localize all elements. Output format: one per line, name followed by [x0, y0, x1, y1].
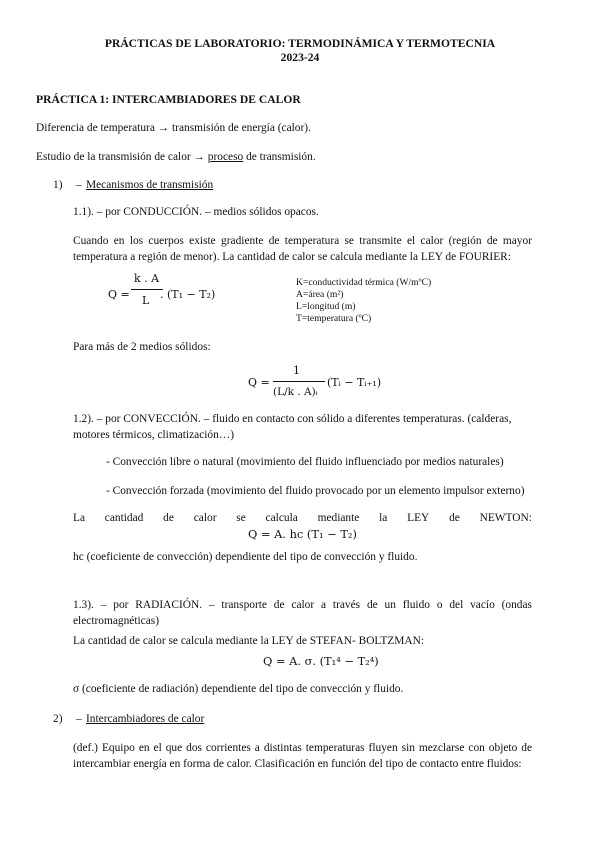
multi-denominator: (L/k . A)ᵢ [273, 386, 318, 398]
intro-line-2 [36, 151, 316, 163]
document-title: PRÁCTICAS DE LABORATORIO: TERMODINÁMICA Y TERMOTECNIA [104, 37, 496, 50]
intro-line-1: Diferencia de temperatura → transmisión de energía (calor). [36, 122, 311, 134]
item-1-number: 1) [53, 179, 63, 191]
legend-t: T=temperatura (ºC) [296, 313, 372, 324]
convection-heading: 1.2). – por CONVECCIÓN. – fluido en contacto con sólido a diferentes temperaturas. (calderas, [73, 413, 512, 425]
intro-line-2-pre: Estudio de la transmisión de calor → [36, 151, 208, 163]
document-year: 2023-24 [280, 51, 320, 64]
multi-lhs: Q = [248, 376, 270, 389]
newton-law-line [73, 512, 532, 524]
fourier-denominator: L [142, 294, 150, 307]
convection-free: - Convección libre o natural (movimiento del fluido influenciado por medios naturales) [106, 456, 504, 468]
radiation-heading: 1.3). – por RADIACIÓN. – transporte de calor a través de un fluido o del vacío (ondas electromagnéticas) [73, 599, 532, 627]
convection-heading-2: motores térmicos, climatización…) [73, 429, 234, 441]
hc-note: hc (coeficiente de convección) dependiente del tipo de convección y fluido. [73, 551, 418, 563]
multi-media-label: Para más de 2 medios sólidos: [73, 341, 211, 353]
stefan-law: La cantidad de calor se calcula mediante la LEY de STEFAN- BOLTZMAN: [73, 635, 424, 647]
section-title: PRÁCTICA 1: INTERCAMBIADORES DE CALOR [36, 93, 301, 106]
stefan-formula: Q = A. σ. (T₁⁴ − T₂⁴) [263, 654, 379, 668]
newton-word: la [379, 512, 388, 524]
newton-word: LEY [407, 512, 430, 524]
convection-forced: - Convección forzada (movimiento del fluido provocado por un elemento impulsor externo) [106, 485, 525, 497]
multi-fraction-bar [273, 381, 325, 382]
legend-a: A=área (m²) [296, 289, 344, 300]
newton-word: de [163, 512, 174, 524]
newton-word: calor [193, 512, 217, 524]
sigma-note: σ (coeficiente de radiación) dependiente del tipo de convección y fluido. [73, 683, 404, 695]
fourier-lhs: Q = [108, 288, 130, 301]
legend-l: L=longitud (m) [296, 301, 356, 312]
fourier-rhs: . (T₁ − T₂) [160, 288, 216, 301]
item-2-title: Intercambiadores de calor [86, 713, 205, 725]
fourier-numerator: k . A [134, 272, 160, 285]
item-2-dash: – [76, 713, 82, 725]
intro-line-2-post: de transmisión. [243, 151, 316, 163]
newton-word: NEWTON: [479, 512, 532, 524]
intro-process-word: proceso [207, 151, 244, 163]
newton-word: cantidad [104, 512, 144, 524]
conduction-heading: 1.1). – por CONDUCCIÓN. – medios sólidos opacos. [73, 206, 319, 218]
conduction-paragraph: Cuando en los cuerpos existe gradiente de temperatura se transmite el calor (región de mayor temperatura a región de menor). La cantidad de calor se calcula mediante la LEY de FOURIER: [73, 235, 532, 263]
exchanger-definition: (def.) Equipo en el que dos corrientes a distintas temperaturas fluyen sin mezclarse con objeto de intercambiar energía en forma de calor. Clasificación en función del tipo de contacto entre fluidos: [73, 742, 532, 770]
newton-word: mediante [317, 512, 360, 524]
fourier-fraction-bar [131, 289, 163, 290]
legend-k: K=conductividad térmica (W/mºC) [296, 277, 432, 288]
item-2-number: 2) [53, 713, 63, 725]
newton-word: calcula [265, 512, 298, 524]
item-1-dash: – [76, 179, 82, 191]
multi-numerator: 1 [293, 364, 300, 377]
item-1-title: Mecanismos de transmisión [86, 179, 214, 191]
newton-word: de [449, 512, 460, 524]
multi-rhs: (Tᵢ − Tᵢ₊₁) [327, 376, 382, 389]
newton-word: La [73, 512, 86, 524]
newton-word: se [236, 512, 246, 524]
newton-formula: Q = A. hc (T₁ − T₂) [248, 527, 357, 541]
